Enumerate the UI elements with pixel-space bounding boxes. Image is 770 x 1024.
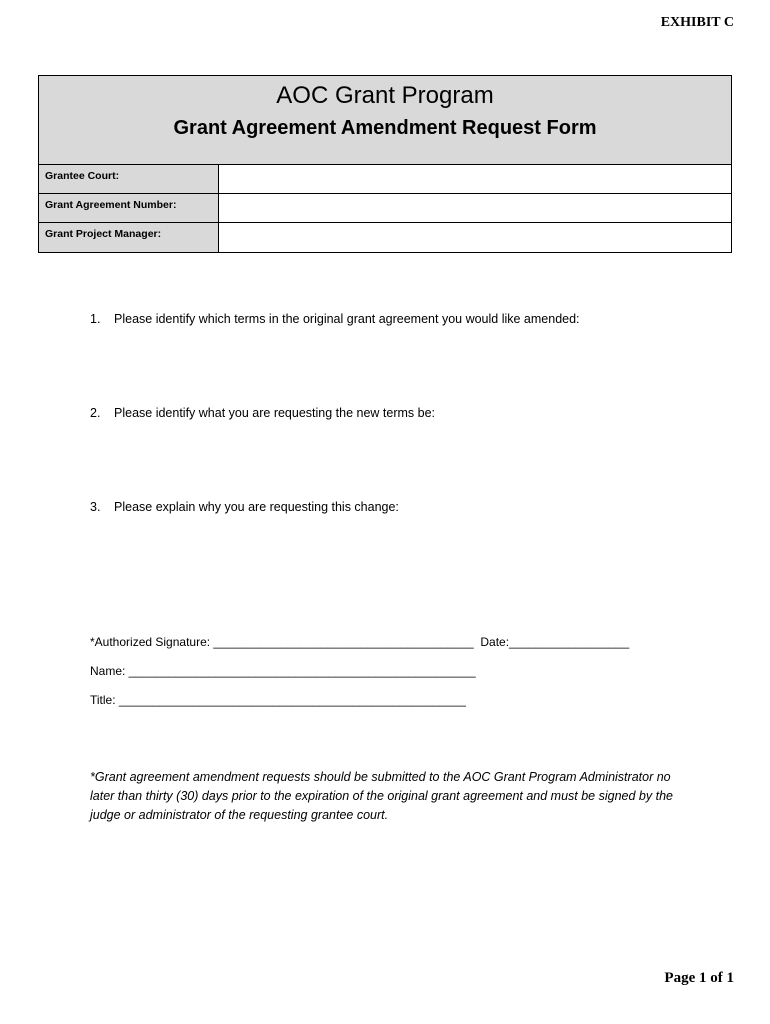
program-title: AOC Grant Program [276, 82, 494, 109]
question-3-text: Please explain why you are requesting this change: [114, 500, 399, 514]
form-header-table [38, 75, 732, 253]
grant-agreement-number-label: Grant Agreement Number: [39, 194, 219, 222]
question-3-number: 3. [90, 500, 101, 514]
grant-project-manager-label: Grant Project Manager: [39, 223, 219, 252]
question-2 [90, 406, 435, 420]
question-2-number: 2. [90, 406, 101, 420]
name-line[interactable]: Name: ____________________________________________________ [90, 664, 476, 678]
submission-note: *Grant agreement amendment requests should be submitted to the AOC Grant Program Administrator no later than thirty (30) days prior to the expiration of the original grant agreement and must be signed by the judge or administrator of the requesting grantee court. [90, 770, 673, 822]
question-1-text: Please identify which terms in the original grant agreement you would like amended: [114, 312, 580, 326]
grantee-court-field[interactable] [219, 165, 731, 193]
exhibit-label: EXHIBIT C [660, 15, 734, 30]
question-1-number: 1. [90, 312, 101, 326]
question-3 [90, 500, 399, 514]
title-line[interactable]: Title: ____________________________________________________ [90, 693, 466, 707]
grant-agreement-number-row [39, 194, 731, 223]
authorized-signature-line[interactable]: *Authorized Signature: _______________________________________ Date:__________________ [90, 635, 630, 649]
form-title-block [39, 76, 731, 165]
question-2-text: Please identify what you are requesting the new terms be: [114, 406, 436, 420]
page-number: Page 1 of 1 [664, 970, 734, 986]
grantee-court-label: Grantee Court: [39, 165, 219, 193]
question-1 [90, 312, 580, 326]
grant-project-manager-row [39, 223, 731, 252]
grant-agreement-number-field[interactable] [219, 194, 731, 222]
grant-project-manager-field[interactable] [219, 223, 731, 252]
grantee-court-row [39, 165, 731, 194]
form-title: Grant Agreement Amendment Request Form [173, 117, 597, 139]
